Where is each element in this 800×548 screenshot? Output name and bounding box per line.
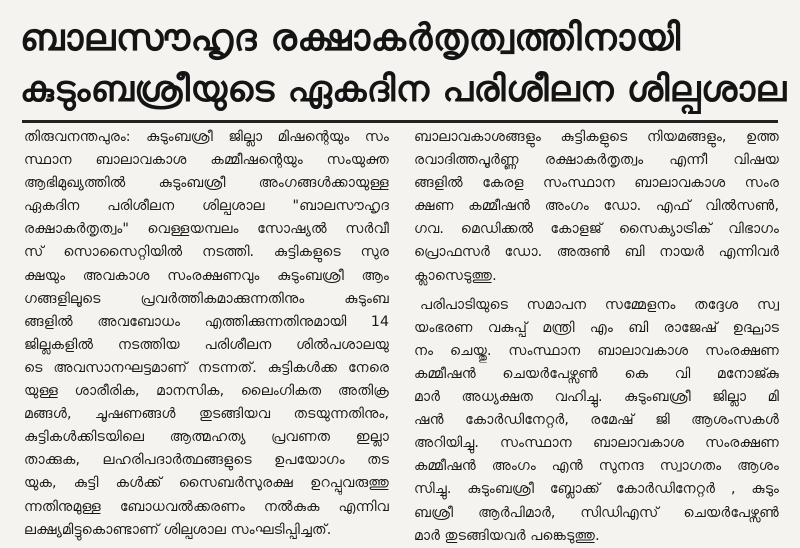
text-line: സിച്ചു. കുടുംബശ്രീ ബ്ലോക്ക് കോർഡിനേറ്റർ , കുടും: [414, 481, 779, 498]
text-line: കുട്ടികൾക്കിടയിലെ ആത്മഹത്യ പ്രവണത ഇല്ലാ: [24, 429, 389, 446]
text-line: ആഭിമുഖ്യത്തിൽ കുടുംബശ്രീ അംഗങ്ങൾക്കായുള്ള: [24, 175, 389, 192]
text-line: യുള്ള ശാരീരിക, മാനസിക, ലൈംഗികത അതിക്ര: [24, 383, 389, 400]
headline: [0, 6, 800, 118]
text-line: ക്ഷണ കമ്മീഷൻ അംഗം ഡോ. എഫ് വിൽസൺ,: [414, 198, 779, 215]
text-line: യംഭരണ വകുപ്പ് മന്ത്രി എം ബി രാജേഷ് ഉദ്ഘാട: [414, 319, 779, 336]
headline-rule: [22, 120, 778, 123]
text-line: ഏകദിന പരിശീലന ശില്പശാല "ബാലസൗഹൃദ: [24, 198, 389, 215]
text-line: താക്കുക, ലഹരിപദാർത്ഥങ്ങളുടെ ഉപയോഗം തട: [24, 452, 389, 469]
text-line: ക്ലാസെടുത്തു.: [414, 267, 497, 284]
text-line: പ്രൊഫസർ ഡോ. അരുൺ ബി നായർ എന്നിവർ: [414, 244, 779, 261]
text-line: ടെ അവസാനഘട്ടമാണ് നടന്നത്. കുട്ടികൾക്ക നേരെ: [24, 359, 389, 376]
text-line: ബാലാവകാശങ്ങളും കുട്ടികളുടെ നിയമങ്ങളും, ഉത്ത: [414, 129, 779, 145]
text-line: ങ്ങളിൽ കേരള സംസ്ഥാന ബാലാവകാശ സംര: [414, 175, 779, 192]
right-paragraph-1: [414, 126, 779, 288]
text-line: അറിയിച്ചു. സംസ്ഥാന ബാലാവകാശ സംരക്ഷണ: [414, 435, 779, 452]
text-line: രവാദിത്തപൂർണ്ണ രക്ഷാകർതൃത്വം എന്നീ വിഷയ: [414, 152, 779, 169]
left-column: [24, 126, 389, 542]
right-paragraph-2: [414, 294, 779, 548]
headline-line-2: കുടുംബശ്രീയുടെ ഏകദിന പരിശീലന ശില്പശാല: [20, 69, 787, 110]
text-line: ക്ഷയും അവകാശ സംരക്ഷണവും കുടുംബശ്രീ ആം: [24, 267, 389, 284]
text-line: കമ്മീഷൻ ചെയർപേഴ്സൺ കെ വി മനോജ്കു: [414, 365, 779, 382]
text-line: പരിപാടിയുടെ സമാപന സമ്മേളനം തദ്ദേശ സ്വ: [420, 296, 779, 313]
text-line: സ്ഥാന ബാലാവകാശ കമ്മീഷന്റെയും സംയുക്ത: [24, 152, 389, 169]
text-line: മങ്ങൾ, ചൂഷണങ്ങൾ തുടങ്ങിയവ തടയുന്നതിനും,: [24, 406, 389, 423]
text-line: തിരുവനന്തപുരം: കുടുംബശ്രീ ജില്ലാ മിഷന്റെയും സം: [24, 129, 389, 145]
text-line: ന്നതിനുമുള്ള ബോധവൽക്കരണം നൽകുക എന്നിവ: [24, 498, 389, 515]
text-line: ങ്ങളിൽ അവബോധം എത്തിക്കുന്നതിനുമായി 14: [24, 313, 389, 330]
text-line: മാർ തുടങ്ങിയവർ പങ്കെടുത്തു.: [414, 527, 600, 544]
text-line: ഗവ. മെഡിക്കൽ കോളജ് സൈക്യാട്രിക് വിഭാഗം: [414, 221, 779, 238]
text-line: സ് സൊസൈറ്റിയിൽ നടത്തി. കുട്ടികളുടെ സുര: [24, 244, 389, 261]
text-line: രക്ഷാകർതൃത്വം" വെള്ളയമ്പലം സോഷ്യൽ സർവീ: [24, 221, 389, 238]
text-line: മാർ അധ്യക്ഷത വഹിച്ചു. കുടുംബശ്രീ ജില്ലാ മി: [414, 389, 779, 406]
text-line: ബശ്രീ ആർപിമാർ, സിഡിഎസ് ചെയർപേഴ്സൺ: [414, 504, 779, 521]
text-line: നം ചെയ്തു. സംസ്ഥാന ബാലാവകാശ സംരക്ഷണ: [414, 342, 779, 359]
text-line: ജില്ലകളിൽ നടത്തിയ പരിശീലന ശിൽപശാലയു: [24, 336, 389, 353]
right-column: [414, 126, 779, 548]
text-line: ലക്ഷ്യമിട്ടുകൊണ്ടാണ് ശില്പശാല സംഘടിപ്പിച്ചത്.: [24, 521, 332, 538]
text-line: ഗങ്ങളിലൂടെ പ്രവർത്തികമാക്കുന്നതിനും കുടുംബ: [24, 290, 389, 307]
text-line: യുക, കുട്ടി കൾക്ക് സൈബർസുരക്ഷ ഉറപ്പുവരുത്തു: [24, 475, 389, 492]
left-paragraph: [24, 126, 389, 542]
text-line: കമ്മീഷൻ അംഗം എൻ സുനന്ദ സ്വാഗതം ആശം: [414, 458, 779, 475]
text-line: ഷൻ കോർഡിനേറ്റർ, രമേഷ് ജി ആശംസകൾ: [414, 412, 779, 429]
headline-line-1: ബാലസൗഹൃദ രക്ഷാകർതൃത്വത്തിനായി: [20, 16, 681, 59]
